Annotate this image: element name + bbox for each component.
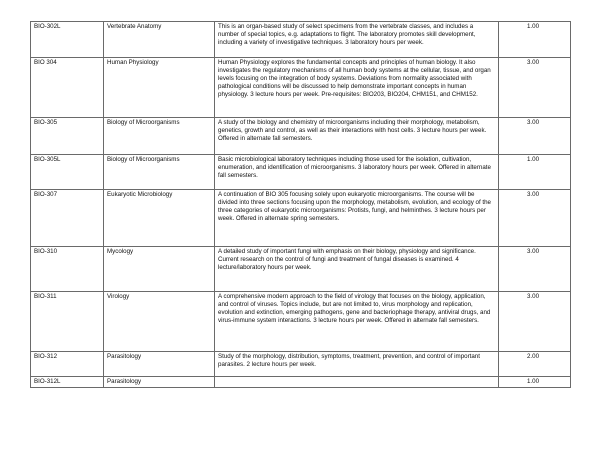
course-description: This is an organ-based study of select specimens from the vertebrate classes, and includes a number of special topics, e.g. adaptations to flight. The laboratory promotes skill development, including a variety of investigative techniques. 3 laboratory hours per week. — [215, 22, 499, 58]
course-credits: 2.00 — [499, 352, 571, 377]
course-title: Parasitology — [104, 377, 215, 388]
course-credits: 3.00 — [499, 292, 571, 352]
table-row — [31, 118, 571, 155]
course-credits: 1.00 — [499, 155, 571, 190]
course-title: Parasitology — [104, 352, 215, 377]
course-credits: 3.00 — [499, 247, 571, 292]
table-row — [31, 22, 571, 58]
course-title: Mycology — [104, 247, 215, 292]
course-code: BIO-312 — [31, 352, 104, 377]
course-description: Study of the morphology, distribution, symptoms, treatment, prevention, and control of important parasites. 2 lecture hours per week. — [215, 352, 499, 377]
course-code: BIO-305 — [31, 118, 104, 155]
course-title: Virology — [104, 292, 215, 352]
course-description: A continuation of BIO 305 focusing solely upon eukaryotic microorganisms. The course will be divided into three sections focusing upon the morphology, metabolism, evolution, and ecology of the three categories of eukaryotic microorganisms: Protists, fungi, and helminthes. 3 lecture hours per week. Offered in alternate spring semesters. — [215, 190, 499, 247]
course-description: A comprehensive modern approach to the field of virology that focuses on the biology, application, and control of viruses. Topics include, but are not limited to, virus morphology and replication, evolution and extinction, emerging pathogens, gene and bacteriophage therapy, antiviral drugs, and virus-immune system interactions. 3 lecture hours per week. Offered in alternate fall semesters. — [215, 292, 499, 352]
course-credits: 3.00 — [499, 190, 571, 247]
course-credits: 1.00 — [499, 377, 571, 388]
course-credits: 3.00 — [499, 58, 571, 118]
course-table — [30, 21, 571, 388]
table-row — [31, 155, 571, 190]
course-code: BIO-312L — [31, 377, 104, 388]
course-title: Biology of Microorganisms — [104, 118, 215, 155]
course-description: A detailed study of important fungi with emphasis on their biology, physiology and significance. Current research on the control of fungi and treatment of fungal diseases is examined. 4 lecture/laboratory hours per week. — [215, 247, 499, 292]
course-description — [215, 377, 499, 388]
table-row — [31, 58, 571, 118]
table-row — [31, 247, 571, 292]
course-code: BIO-307 — [31, 190, 104, 247]
course-code: BIO-305L — [31, 155, 104, 190]
course-description: Basic microbiological laboratory techniques including those used for the isolation, cultivation, enumeration, and identification of microorganisms. 3 laboratory hours per week. Offered in alternate fall semesters. — [215, 155, 499, 190]
course-code: BIO-302L — [31, 22, 104, 58]
course-code: BIO-310 — [31, 247, 104, 292]
course-code: BIO 304 — [31, 58, 104, 118]
course-description: Human Physiology explores the fundamental concepts and principles of human biology. It also investigates the regulatory mechanisms of all human body systems at the cellular, tissue, and organ levels focusing on the integration of body systems. Deviations from normality associated with pathological conditions will be discussed to help demonstrate important concepts in human physiology. 3 lecture hours per week. Pre-requisites: BIO203, BIO204, CHM151, and CHM152. — [215, 58, 499, 118]
table-row — [31, 377, 571, 388]
course-title: Biology of Microorganisms — [104, 155, 215, 190]
course-title: Eukaryotic Microbiology — [104, 190, 215, 247]
course-title: Vertebrate Anatomy — [104, 22, 215, 58]
course-credits: 3.00 — [499, 118, 571, 155]
course-code: BIO-311 — [31, 292, 104, 352]
course-credits: 1.00 — [499, 22, 571, 58]
table-row — [31, 190, 571, 247]
table-row — [31, 292, 571, 352]
table-row — [31, 352, 571, 377]
course-description: A study of the biology and chemistry of microorganisms including their morphology, metabolism, genetics, growth and control, as well as their interactions with host cells. 3 lecture hours per week. Offered in alternate fall semesters. — [215, 118, 499, 155]
course-title: Human Physiology — [104, 58, 215, 118]
